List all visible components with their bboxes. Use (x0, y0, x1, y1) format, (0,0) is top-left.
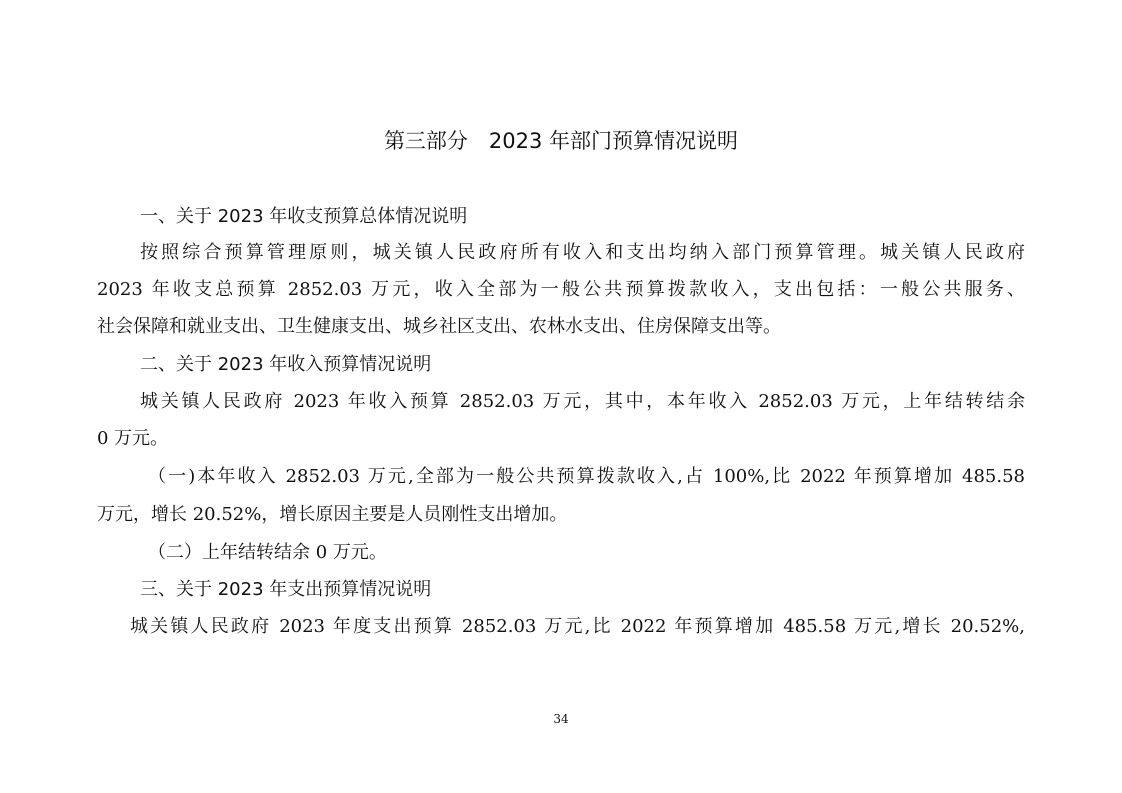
section3-line-1: 城关镇人民政府 2023 年度支出预算 2852.03 万元,比 2022 年预算增加 485.58 万元,增长 20.52%, (130, 616, 1025, 637)
section1-line-3: 社会保障和就业支出、卫生健康支出、城乡社区支出、农林水支出、住房保障支出等。 (97, 316, 781, 337)
section2-line-2: 0 万元。 (97, 428, 169, 449)
page-number: 34 (553, 712, 569, 726)
page-title: 第三部分 2023 年部门预算情况说明 (383, 129, 739, 153)
section3-heading: 三、关于 2023 年支出预算情况说明 (140, 579, 432, 600)
section1-line-1: 按照综合预算管理原则，城关镇人民政府所有收入和支出均纳入部门预算管理。城关镇人民政府 (140, 242, 1025, 263)
section1-line-2: 2023 年收支总预算 2852.03 万元，收入全部为一般公共预算拨款收入，支出包括：一般公共服务、 (97, 279, 1025, 300)
section2-item1-line-1: （一)本年收入 2852.03 万元,全部为一般公共预算拨款收入,占 100%,比 2022 年预算增加 485.58 (148, 466, 1025, 487)
section1-heading: 一、关于 2023 年收支预算总体情况说明 (140, 206, 468, 227)
section2-line-1: 城关镇人民政府 2023 年收入预算 2852.03 万元，其中，本年收入 2852.03 万元，上年结转结余 (140, 391, 1025, 412)
section2-item1-line-2: 万元，增长 20.52%，增长原因主要是人员刚性支出增加。 (97, 504, 568, 525)
section2-item2: （二）上年结转结余 0 万元。 (148, 542, 387, 563)
section2-heading: 二、关于 2023 年收入预算情况说明 (140, 354, 432, 375)
